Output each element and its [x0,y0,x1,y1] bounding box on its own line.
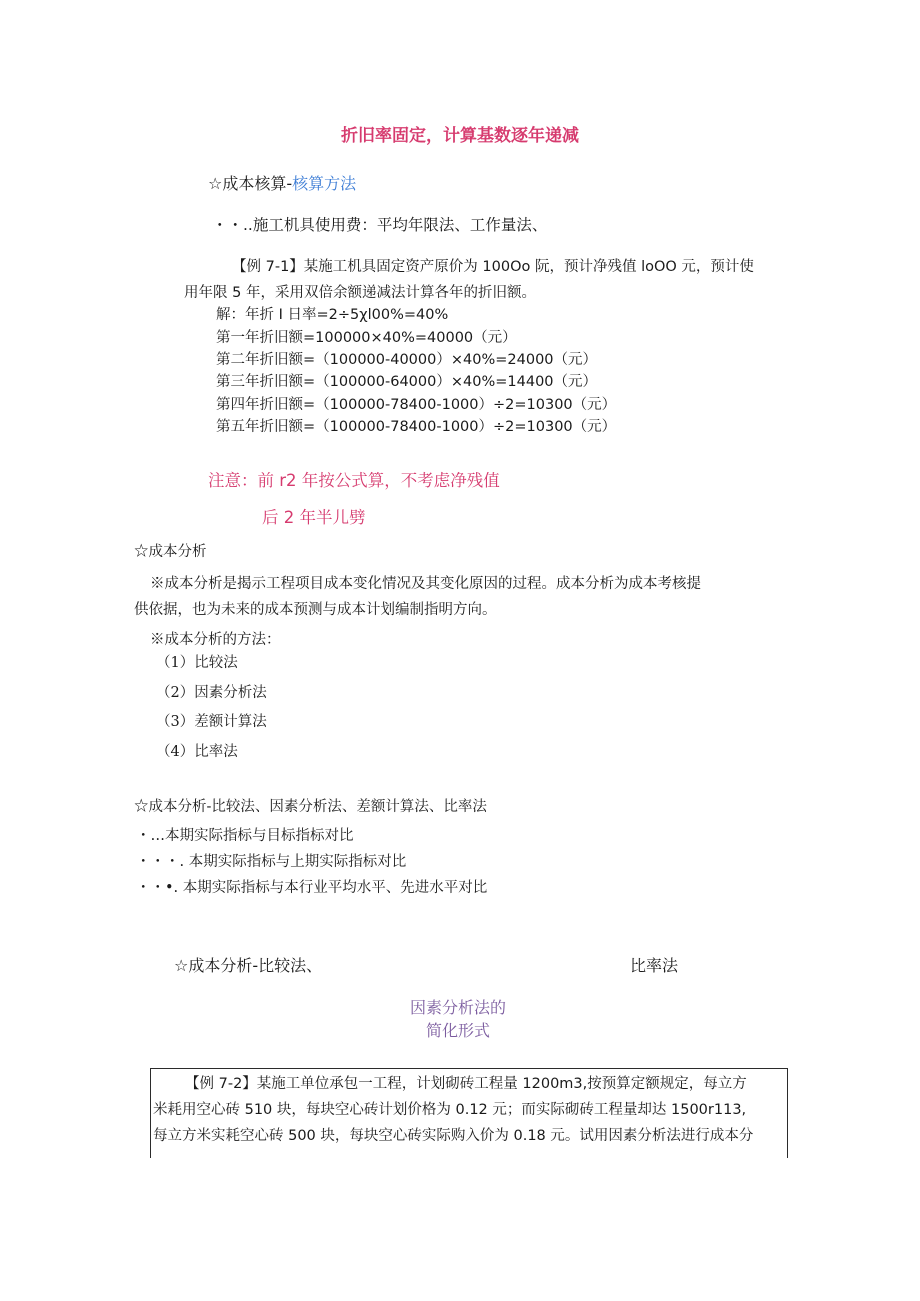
cost-analysis-para1 [150,576,701,593]
comparison-heading-c: 、因素分析法、差额计算法、比率法 [254,799,487,815]
example1-calc-3: 第三年折旧额=（100000-64000）×40%=14400（元） [216,374,598,390]
machine-usage-line: ・・..施工机具使用费：平均年限法、工作量法、 [212,216,548,234]
cost-analysis-para2 [134,602,497,619]
example2-box [150,1068,788,1158]
page-title: 折旧率固定，计算基数逐年递减 [341,126,579,146]
diagram-center-line1: 因素分析法的 [410,998,507,1017]
example1-calc-0: 解：年折 I 日率=2÷5χl00%=40% [216,307,449,323]
example1-calc-4: 第四年折旧额=（100000-78400-1000）÷2=10300（元） [216,397,617,413]
comparison-heading [134,799,487,816]
example2-line3: 每立方米实耗空心砖 500 块，每块空心砖实际购入价为 0.18 元。试用因素分析法进行成本分 [153,1128,754,1144]
para2-a: 供依据 [134,602,178,618]
cost-check-prefix: ☆成本核算- [208,174,293,193]
diagram-center-line2: 简化形式 [426,1021,491,1040]
example1-calc-5: 第五年折旧额=（100000-78400-1000）÷2=10300（元） [216,419,617,435]
cost-check-heading [208,174,356,193]
example2-line2: 米耗用空心砖 510 块，每块空心砖计划价格为 0.12 元；而实际砌砖工程量却达 1500r113, [153,1102,747,1118]
para2-d: 与成本计划编制指明方向。 [322,602,497,618]
comparison-item-3: ・・•. 本期实际指标与本行业平均水平、先进水平对比 [136,880,488,896]
method-item-2: （2）因素分析法 [156,685,267,701]
para1-c: 过程。成本分析 [512,576,614,592]
para2-b: ，也为未 [177,602,236,618]
diagram-right-label: 比率法 [630,956,679,975]
example1-line1: 【例 7-1】某施工机具固定资产原价为 100Oo 阮，预计净残值 loOO 元，预计使 [232,259,754,275]
note-line2: 后 2 年半儿劈 [262,508,366,527]
example2-line1: 【例 7-2】某施工单位承包一工程，计划砌砖工程量 1200m3,按预算定额规定，每立方 [185,1076,747,1092]
method-item-4: （4）比率法 [156,744,238,760]
example1-calc-2: 第二年折旧额=（100000-40000）×40%=24000（元） [216,352,598,368]
para1-a: ※成本分析是揭示工程项目成 [150,576,339,592]
note-line1: 注意：前 r2 年按公式算，不考虑净残值 [208,471,500,490]
para1-d: 为成本考核提 [614,576,701,592]
para2-c: 来的成本预测 [235,602,323,618]
diagram-left-label: ☆成本分析-比较法、 [174,956,323,975]
methods-heading: ※成本分析的方法： [150,632,281,648]
cost-analysis-heading: ☆成本分析 [134,544,207,560]
comparison-heading-b: 比较法 [211,799,255,815]
method-item-1: （1）比较法 [156,655,238,671]
example1-line2: 用年限 5 年，采用双倍余额递减法计算各年的折旧额。 [184,285,536,301]
comparison-heading-a: ☆成本分析- [134,799,212,815]
cost-check-highlight: 核算方法 [292,174,357,193]
para1-b: 本变化情况及其变化原因的 [338,576,513,592]
example1-calc-1: 第一年折旧额=100000×40%=40000（元） [216,330,517,346]
comparison-item-2: ・・・. 本期实际指标与上期实际指标对比 [136,854,407,870]
method-item-3: （3）差额计算法 [156,714,267,730]
comparison-item-1: ・…本期实际指标与目标指标对比 [136,828,354,844]
